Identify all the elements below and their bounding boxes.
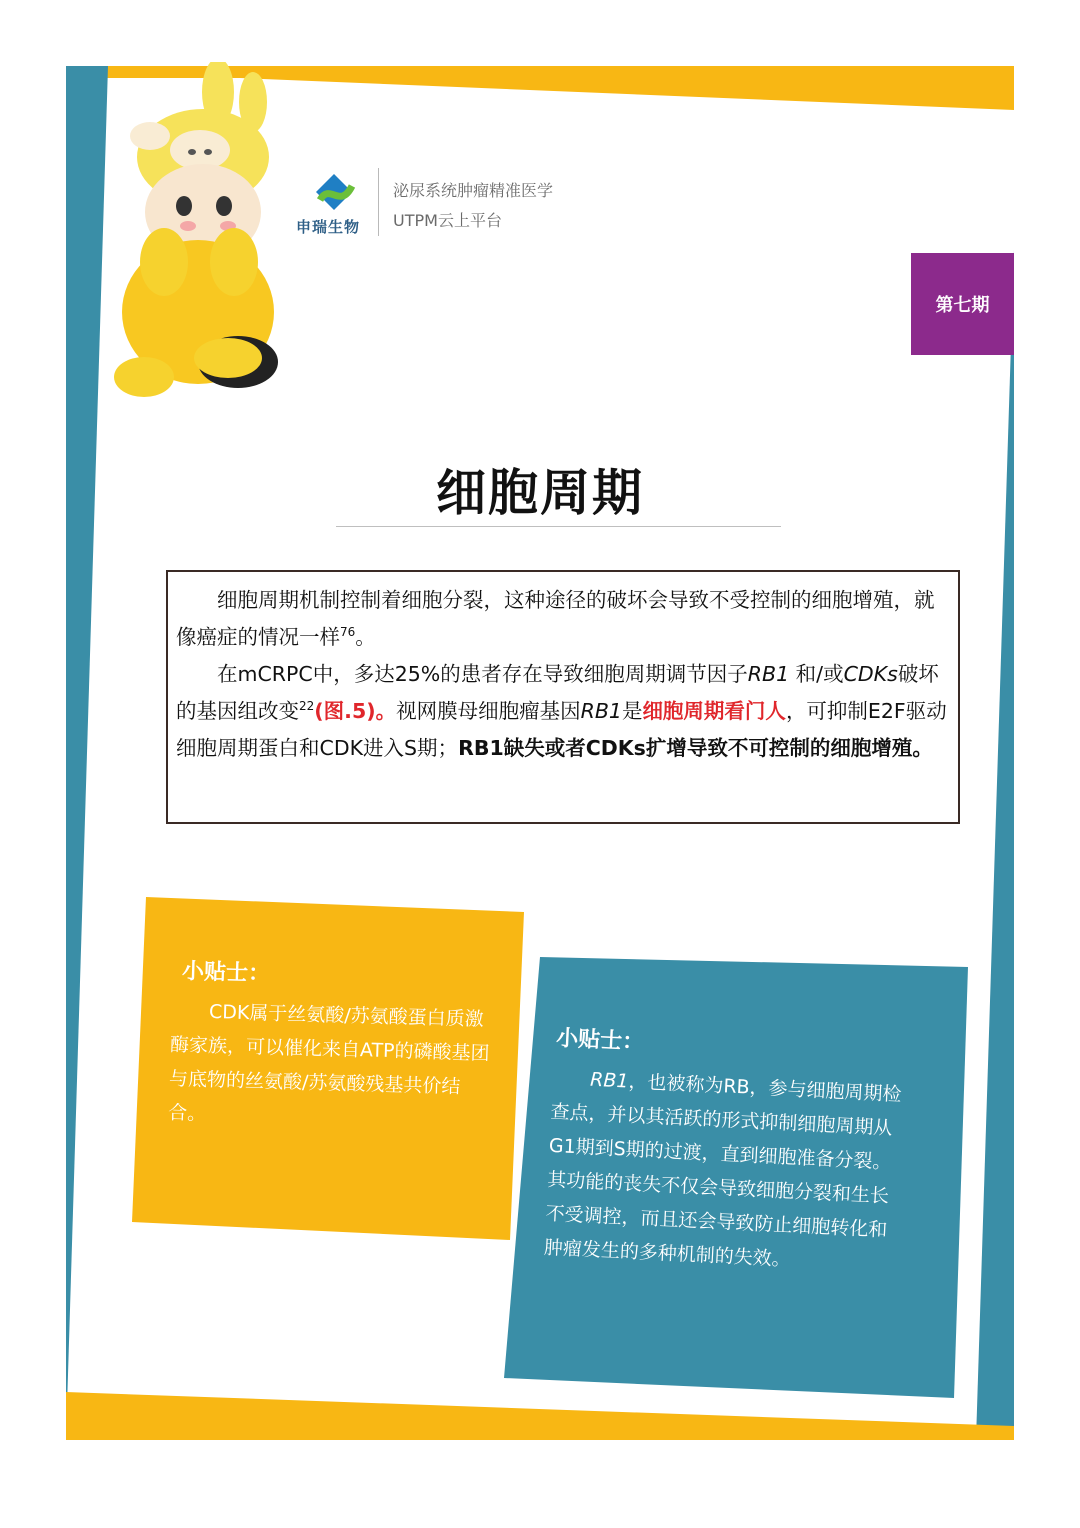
tip-body: RB1，也被称为RB，参与细胞周期检查点，并以其活跃的形式抑制细胞周期从G1期到S期的过渡，直到细胞准备分裂。其功能的丧失不仅会导致细胞分裂和生长不受调控，而且还会导致防止细胞转化和肿瘤发生的多种机制的失效。 xyxy=(543,1068,902,1271)
page-title: 细胞周期 xyxy=(436,464,644,522)
info-paragraph-2: 在mCRPC中，多达25%的患者存在导致细胞周期调节因子RB1 和/或CDKs破坏的基因组改变$^{22}$(图.5)。视网膜母细胞瘤基因RB1是细胞周期看门人，可抑制E2F驱动细胞周期蛋白和CDK进入S期；RB1缺失或者CDKs扩增导致不可控制的细胞增殖。 xyxy=(176,662,947,760)
gatekeeper-highlight: 细胞周期看门人 xyxy=(642,699,786,723)
info-paragraph-1: 细胞周期机制控制着细胞分裂，这种途径的破坏会导致不受控制的细胞增殖，就像癌症的情况一样$^{76}$。 xyxy=(176,588,935,649)
tip-title: 小贴士： xyxy=(181,959,271,987)
bottom-yellow-stripe xyxy=(66,1392,1014,1440)
tip-card-cdk xyxy=(133,903,524,1239)
mascot-illustration xyxy=(108,62,288,407)
tip-title: 小贴士： xyxy=(555,1025,645,1056)
reference-76: 76 xyxy=(340,625,356,640)
info-box xyxy=(166,570,960,824)
tip-body: CDK属于丝氨酸/苏氨酸蛋白质激酶家族，可以催化来自ATP的磷酸基团与底物的丝氨酸/苏氨酸残基共价结合。 xyxy=(167,1000,490,1125)
issue-badge: 第七期 xyxy=(911,253,1014,355)
title-underline xyxy=(336,526,781,527)
bold-conclusion: RB1缺失或者CDKs扩增导致不可控制的细胞增殖。 xyxy=(458,736,933,760)
tip-card-rb1 xyxy=(517,960,957,1400)
right-teal-bar xyxy=(976,250,1014,1440)
company-logo-icon xyxy=(308,172,360,218)
reference-22: 22 xyxy=(299,699,315,714)
logo-text: 申瑞生物 xyxy=(296,218,361,236)
platform-name-line2: UTPM云上平台 xyxy=(393,211,502,230)
figure-reference: (图.5)。 xyxy=(314,699,397,723)
logo-divider xyxy=(378,168,379,236)
platform-name-line1: 泌尿系统肿瘤精准医学 xyxy=(393,181,554,200)
left-teal-bar xyxy=(66,66,108,1440)
